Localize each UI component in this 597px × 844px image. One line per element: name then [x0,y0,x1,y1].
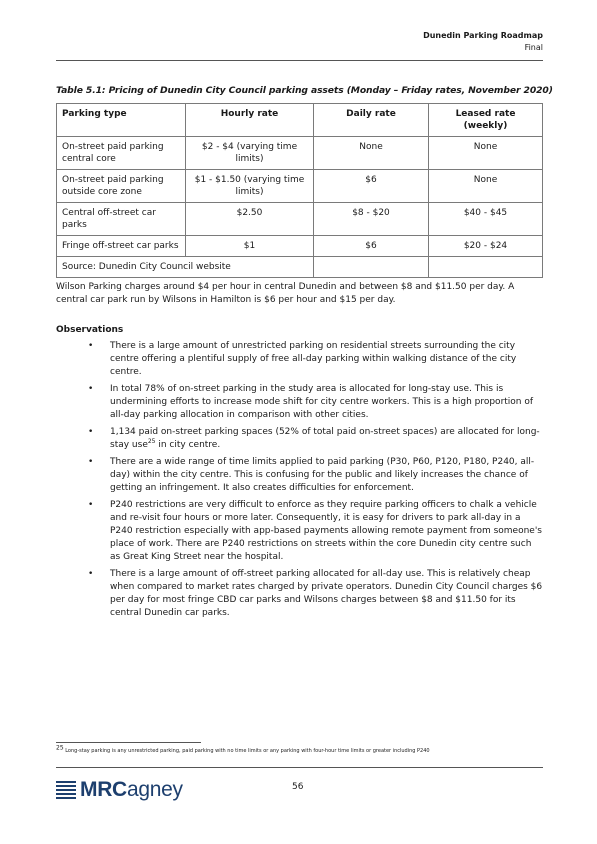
list-item [56,340,543,379]
table-cell-empty [314,257,429,278]
table-cell: $1 [186,236,314,257]
table-cell: $40 - $45 [429,203,543,236]
column-header: Parking type [57,104,186,137]
footnote-ref[interactable]: 25 [147,438,156,445]
header-divider [56,60,543,61]
logo-text: MRCagney [80,778,183,801]
list-item [56,568,543,620]
column-header: Leased rate (weekly) [429,104,543,137]
page-header [423,30,543,54]
list-item-text [110,427,540,450]
table-caption: Table 5.1: Pricing of Dunedin City Council parking assets (Monday – Friday rates, November 2020) [56,85,553,96]
bullet-icon: • [88,341,94,351]
list-item-text: There is a large amount of off-street parking allocated for all-day use. This is relatively cheap when compared to market rates charged by private operators. Dunedin City Council charges $6 per day for most fringe CBD car parks and Wilsons charges between $8 and $11.50 for its central Dunedin car parks. [110,569,543,618]
bullet-icon: • [88,569,94,579]
table-cell: $6 [314,236,429,257]
bullet-icon: • [88,384,94,394]
table-cell: On-street paid parking outside core zone [57,170,186,203]
table-row [57,203,543,236]
table-cell: None [429,137,543,170]
table-row [57,137,543,170]
table-cell: None [429,170,543,203]
table-row [57,236,543,257]
list-item-text: In total 78% of on-street parking in the study area is allocated for long-stay use. This is undermining efforts to increase mode shift for city centre workers. This is a high proportion of all-day parking allocation in comparison with other cities. [110,384,534,420]
logo-stripes-icon [56,781,76,799]
observations-list [56,340,543,624]
page-number: 56 [292,782,304,792]
list-item-text: P240 restrictions are very difficult to enforce as they require parking officers to chalk a vehicle and re-visit four hours or more later. Consequently, it is easy for drivers to park all-day in a P240 restriction especially with app-based payments allowing remote payment from someone's place of work. There are P240 restrictions on streets within the core Dunedin city centre such as Great King Street near the hospital. [110,500,542,562]
table-source: Source: Dunedin City Council website [57,257,314,278]
table-cell: $20 - $24 [429,236,543,257]
footnote [56,744,430,754]
footnote-divider [56,742,201,743]
table-header-row [57,104,543,137]
bullet-icon: • [88,427,94,437]
list-item-text: There is a large amount of unrestricted parking on residential streets surrounding the city centre offering a plentiful supply of free all-day parking within walking distance of the city centre. [110,341,517,377]
table-cell: $6 [314,170,429,203]
mrcagney-logo [56,778,183,802]
table-cell: Fringe off-street car parks [57,236,186,257]
table-cell: On-street paid parking central core [57,137,186,170]
document-title: Dunedin Parking Roadmap [423,31,543,40]
list-item [56,456,543,495]
list-item [56,426,543,452]
table-cell: Central off-street car parks [57,203,186,236]
observations-heading: Observations [56,325,124,335]
column-header: Hourly rate [186,104,314,137]
table-row [57,170,543,203]
table-cell: $8 - $20 [314,203,429,236]
column-header: Daily rate [314,104,429,137]
table-cell: $1 - $1.50 (varying time limits) [186,170,314,203]
footnote-number: 25 [56,744,64,752]
list-item [56,383,543,422]
table-cell: $2.50 [186,203,314,236]
wilson-parking-paragraph: Wilson Parking charges around $4 per hour in central Dunedin and between $8 and $11.50 per day. A central car park run by Wilsons in Hamilton is $6 per hour and $15 per day. [56,282,515,305]
table-cell: None [314,137,429,170]
list-item [56,499,543,564]
bullet-icon: • [88,500,94,510]
list-item-text: There are a wide range of time limits applied to paid parking (P30, P60, P120, P180, P240, all-day) within the city centre. This is confusing for the public and likely increases the chance of getting an infringement. It also creates difficulties for enforcement. [110,457,535,493]
table-cell-empty [429,257,543,278]
list-item-text-part: in city centre. [155,440,221,450]
table-cell: $2 - $4 (varying time limits) [186,137,314,170]
table-source-row [57,257,543,278]
document-status: Final [524,43,543,52]
list-item-text-part: 1,134 paid on-street parking spaces (52% of total paid on-street spaces) are allocated for long-stay use [110,427,540,450]
footnote-text: Long-stay parking is any unrestricted parking, paid parking with no time limits or any parking with four-hour time limits or greater including P240 [63,748,430,754]
pricing-table [56,103,543,278]
bullet-icon: • [88,457,94,467]
footer-divider [56,767,543,768]
